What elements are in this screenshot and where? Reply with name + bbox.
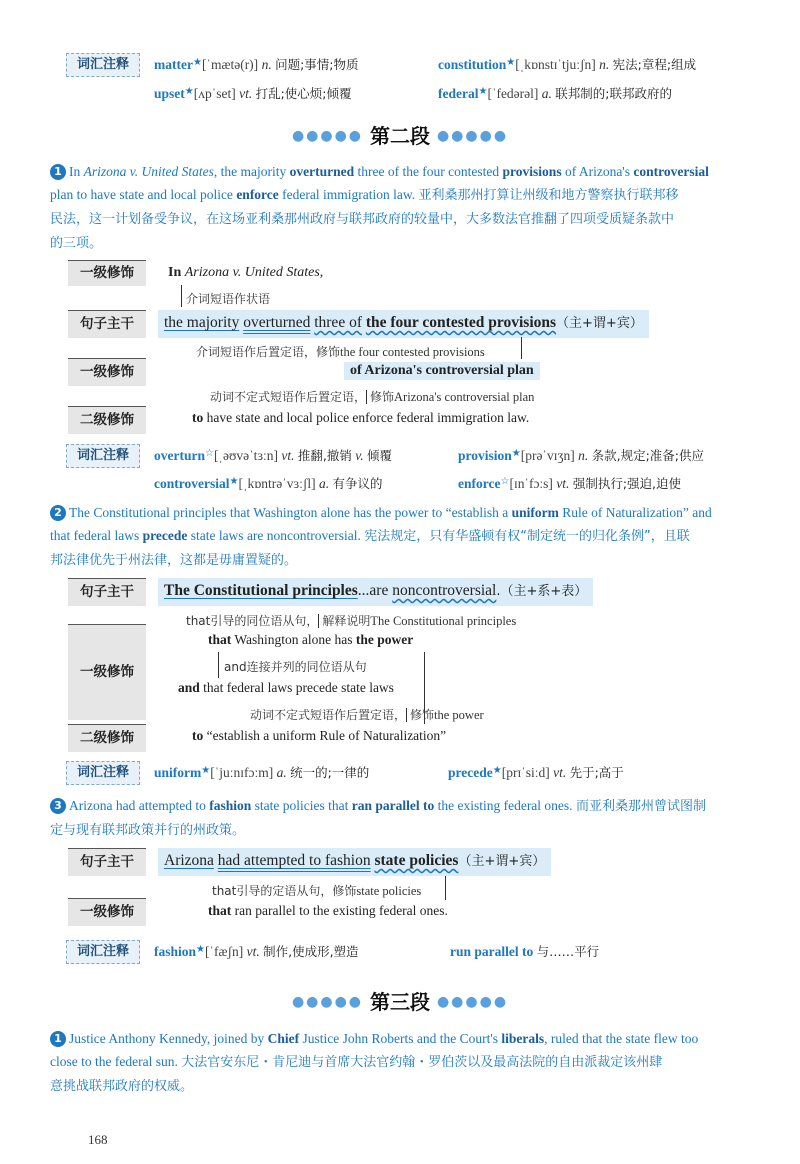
analysis-note: 动词不定式短语作后置定语， 修饰the power bbox=[250, 708, 484, 722]
analysis-note: and连接并列的同位语从句 bbox=[224, 660, 367, 674]
vocab-entry-matter: matter★[ˈmætə(r)] n. 问题;事情;物质 bbox=[154, 57, 359, 72]
connector-line bbox=[445, 876, 446, 900]
analysis-clause: that ran parallel to the existing federal ones. bbox=[208, 903, 448, 918]
page-number: 168 bbox=[88, 1132, 108, 1147]
analysis-clause: and that federal laws precede state laws bbox=[178, 680, 394, 695]
analysis-label-primary-modifier: 一级修饰 bbox=[68, 624, 146, 720]
connector-line bbox=[181, 285, 182, 307]
vocab-entry-enforce: enforce☆[ɪnˈfɔːs] vt. 强制执行;强迫,迫使 bbox=[458, 476, 681, 491]
analysis-label-primary-modifier: 一级修饰 bbox=[68, 358, 146, 386]
paragraph-1: 1 In Arizona v. United States, the majority overturned three of the four contested provisions of Arizona's controversial plan to have state and local police enforce federal immigration law. 亚利桑那州打算让州级和地方警察执行联邦移 民法，这一计划备受争议，在这场亚利桑那州政府与联邦政府的较量中，大多数法官推翻了四项受质疑条款中 的三项。 bbox=[50, 164, 709, 251]
paragraph-3: 3 Arizona had attempted to fashion state policies that ran parallel to the existing federal ones. 而亚利桑那州曾试图制 定与现有联邦政策并行的州政策。 bbox=[50, 798, 706, 838]
analysis-note: 动词不定式短语作后置定语， 修饰Arizona's controversial plan bbox=[210, 390, 535, 404]
paragraph-2: 2 The Constitutional principles that Washington alone has the power to “establish a uniform Rule of Naturalization” and that federal laws precede state laws are noncontroversial. 宪法规定，只有华盛顿有权“制定统一的归化条例”，且联 邦法律优先于州法律，这都是毋庸置疑的。 bbox=[50, 505, 712, 568]
analysis-label-secondary-modifier: 二级修饰 bbox=[68, 724, 146, 752]
analysis-label-secondary-modifier: 二级修饰 bbox=[68, 406, 146, 434]
analysis-note: that引导的同位语从句， 解释说明The Constitutional principles bbox=[186, 614, 517, 628]
analysis-modifier: to “establish a uniform Rule of Naturalization” bbox=[192, 728, 447, 743]
analysis-modifier: to have state and local police enforce federal immigration law. bbox=[192, 410, 530, 425]
vocab-entry-overturn: overturn☆[ˌəʊvəˈtɜːn] vt. 推翻,撤销 v. 倾覆 bbox=[154, 448, 393, 463]
vocab-entry-precede: precede★[prɪˈsiːd] vt. 先于;高于 bbox=[448, 765, 624, 780]
analysis-note: 介词短语作后置定语，修饰the four contested provisions bbox=[196, 345, 485, 359]
analysis-label-main-clause: 句子主干 bbox=[68, 848, 146, 876]
vocab-entry-constitution: constitution★[ˌkɒnstɪˈtjuːʃn] n. 宪法;章程;组成 bbox=[438, 57, 697, 72]
vocab-label: 词汇注释 bbox=[66, 940, 140, 964]
analysis-label-primary-modifier: 一级修饰 bbox=[68, 898, 146, 926]
analysis-note: 介词短语作状语 bbox=[186, 292, 271, 306]
analysis-clause: that Washington alone has the power bbox=[208, 632, 414, 647]
analysis-note: that引导的定语从句，修饰state policies bbox=[212, 884, 422, 898]
analysis-label-main-clause: 句子主干 bbox=[68, 310, 146, 338]
vocab-entry-upset: upset★[ʌpˈset] vt. 打乱;使心烦;倾覆 bbox=[154, 86, 352, 101]
analysis-modifier: of Arizona's controversial plan bbox=[344, 362, 540, 380]
paragraph-section3-1: 1 Justice Anthony Kennedy, joined by Chief Justice John Roberts and the Court's liberals, ruled that the state flew too close to the federal sun. 大法官安东尼・肯尼迪与首席大法官约翰・罗伯茨以及最高法院的自由派裁定该州肆 意挑战联邦政府的权威。 bbox=[50, 1031, 699, 1094]
vocab-label: 词汇注释 bbox=[66, 53, 140, 77]
connector-line bbox=[521, 337, 522, 359]
analysis-main-clause: The Constitutional principles...are noncontroversial.（主+系+表） bbox=[158, 578, 593, 606]
vocab-entry-provision: provision★[prəˈvɪʒn] n. 条款,规定;准备;供应 bbox=[458, 448, 704, 463]
vocab-label: 词汇注释 bbox=[66, 444, 140, 468]
analysis-prep-phrase: In Arizona v. United States, bbox=[168, 265, 324, 280]
vocab-entry-uniform: uniform★[ˈjuːnɪfɔːm] a. 统一的;一律的 bbox=[154, 765, 370, 780]
section-heading-2: ●●●●● 第二段 ●●●●● bbox=[291, 124, 509, 148]
analysis-label-primary-modifier: 一级修饰 bbox=[68, 260, 146, 286]
analysis-main-clause: the majority overturned three of the four contested provisions（主+谓+宾） bbox=[158, 310, 649, 338]
analysis-label-main-clause: 句子主干 bbox=[68, 578, 146, 606]
vocab-entry-controversial: controversial★[ˌkɒntrəˈvɜːʃl] a. 有争议的 bbox=[154, 476, 383, 491]
analysis-main-clause: Arizona had attempted to fashion state policies（主+谓+宾） bbox=[158, 848, 551, 876]
vocab-entry-run-parallel-to: run parallel to 与……平行 bbox=[450, 944, 600, 959]
vocab-entry-federal: federal★[ˈfedərəl] a. 联邦制的;联邦政府的 bbox=[438, 86, 673, 101]
vocab-entry-fashion: fashion★[ˈfæʃn] vt. 制作,使成形,塑造 bbox=[154, 944, 359, 959]
vocab-label: 词汇注释 bbox=[66, 761, 140, 785]
section-heading-3: ●●●●● 第三段 ●●●●● bbox=[291, 990, 509, 1014]
connector-line bbox=[218, 652, 219, 678]
